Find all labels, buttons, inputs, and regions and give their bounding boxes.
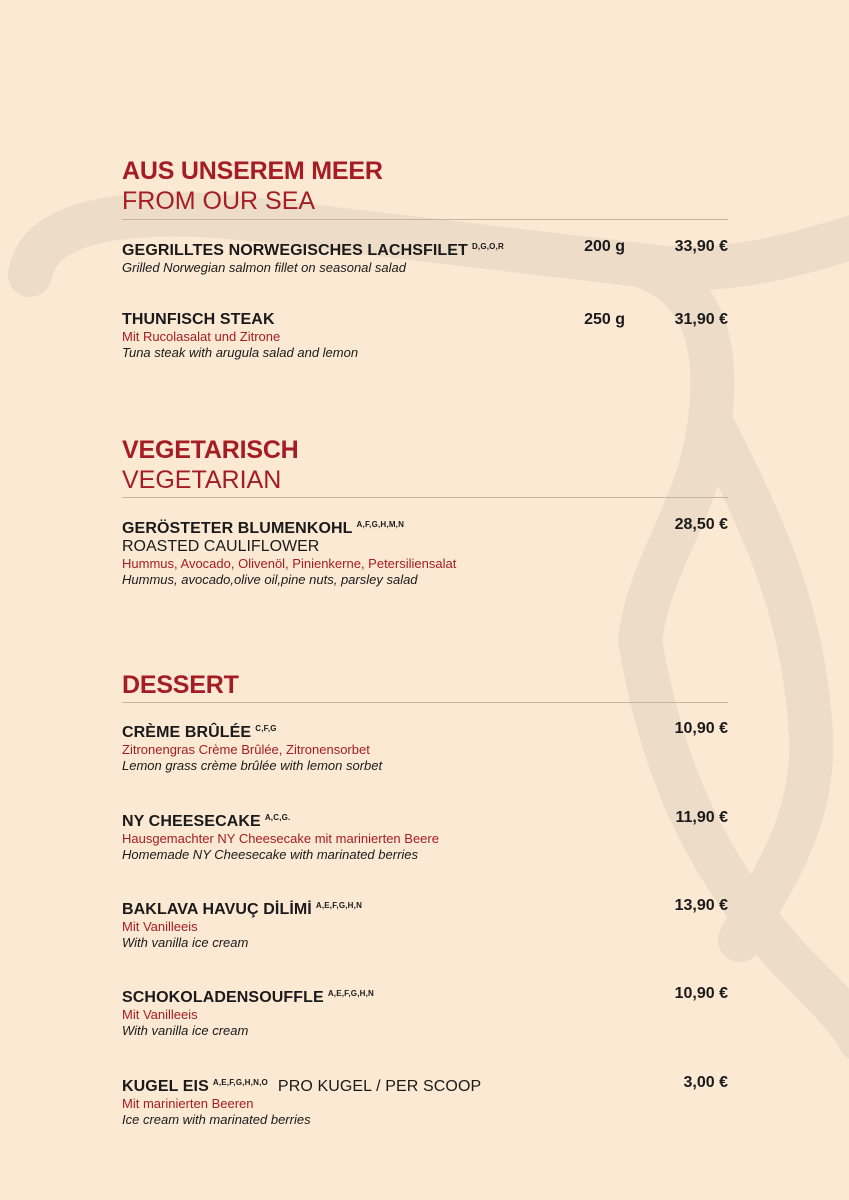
item-price: 13,90 € [674, 897, 728, 914]
item-subname: ROASTED CAULIFLOWER [122, 538, 320, 555]
item-desc-en: Grilled Norwegian salmon fillet on seasonal salad [122, 260, 406, 275]
item-price: 10,90 € [674, 720, 728, 737]
item-name: GEGRILLTES NORWEGISCHES LACHSFILET [122, 242, 468, 259]
item-allergens: A,E,F,G,H,N,O [212, 1078, 268, 1087]
item-name: THUNFISCH STEAK [122, 311, 275, 328]
section-title-vegetarian [122, 435, 728, 495]
item-allergens: A,F,G,H,M,N [356, 520, 405, 529]
item-desc-de: Mit Vanilleeis [122, 1007, 198, 1022]
item-desc-en: Lemon grass crème brûlée with lemon sorbet [122, 758, 383, 773]
menu-item-ice-cream [122, 1074, 728, 1128]
section-divider [122, 219, 728, 220]
item-allergens: A,E,F,G,H,N [327, 989, 375, 998]
menu-item-creme-brulee [122, 720, 728, 774]
item-name: NY CHEESECAKE [122, 813, 261, 830]
item-price: 3,00 € [683, 1074, 728, 1091]
item-allergens: C,F,G [255, 724, 277, 733]
item-desc-en: Homemade NY Cheesecake with marinated berries [122, 847, 419, 862]
section-title-en: VEGETARIAN [122, 466, 282, 494]
menu-item-baklava [122, 897, 728, 951]
item-allergens: A,E,F,G,H,N [315, 901, 363, 910]
menu-item-cheesecake [122, 809, 728, 863]
item-desc-de: Mit Vanilleeis [122, 919, 198, 934]
item-allergens: D,G,O,R [471, 242, 505, 251]
item-unit-note: PRO KUGEL / PER SCOOP [277, 1078, 482, 1095]
item-desc-de: Mit marinierten Beeren [122, 1096, 254, 1111]
section-title-sea [122, 156, 728, 216]
item-name: BAKLAVA HAVUÇ DİLİMİ [122, 901, 312, 918]
item-name: GERÖSTETER BLUMENKOHL [122, 520, 353, 537]
section-divider [122, 497, 728, 498]
item-desc-de: Mit Rucolasalat und Zitrone [122, 329, 281, 344]
item-name: SCHOKOLADENSOUFFLE [122, 989, 324, 1006]
item-price: 10,90 € [674, 985, 728, 1002]
menu-item-cauliflower [122, 516, 728, 588]
item-price: 28,50 € [674, 516, 728, 533]
item-desc-en: Tuna steak with arugula salad and lemon [122, 345, 359, 360]
item-price: 11,90 € [675, 809, 728, 826]
menu-item-tuna [122, 311, 728, 361]
item-desc-de: Hausgemachter NY Cheesecake mit marinierten Beere [122, 831, 439, 846]
item-desc-de: Zitronengras Crème Brûlée, Zitronensorbet [122, 742, 370, 757]
menu-item-souffle [122, 985, 728, 1039]
section-title-de: DESSERT [122, 671, 239, 699]
section-title-de: VEGETARISCH [122, 436, 299, 464]
item-desc-en: Ice cream with marinated berries [122, 1112, 311, 1127]
item-allergens: A,C,G. [264, 813, 291, 822]
item-name: KUGEL EIS [122, 1078, 209, 1095]
item-weight: 200 g [584, 238, 625, 255]
item-price: 31,90 € [674, 311, 728, 328]
item-name: CRÈME BRÛLÉE [122, 724, 252, 741]
item-desc-de: Hummus, Avocado, Olivenöl, Pinienkerne, Petersiliensalat [122, 556, 457, 571]
section-title-de: AUS UNSEREM MEER [122, 157, 383, 185]
item-desc-en: Hummus, avocado,olive oil,pine nuts, parsley salad [122, 572, 418, 587]
item-price: 33,90 € [674, 238, 728, 255]
section-divider [122, 702, 728, 703]
item-weight: 250 g [584, 311, 625, 328]
item-desc-en: With vanilla ice cream [122, 1023, 249, 1038]
section-title-en: FROM OUR SEA [122, 187, 316, 215]
item-desc-en: With vanilla ice cream [122, 935, 249, 950]
menu-item-salmon [122, 238, 728, 276]
section-title-dessert [122, 670, 728, 700]
